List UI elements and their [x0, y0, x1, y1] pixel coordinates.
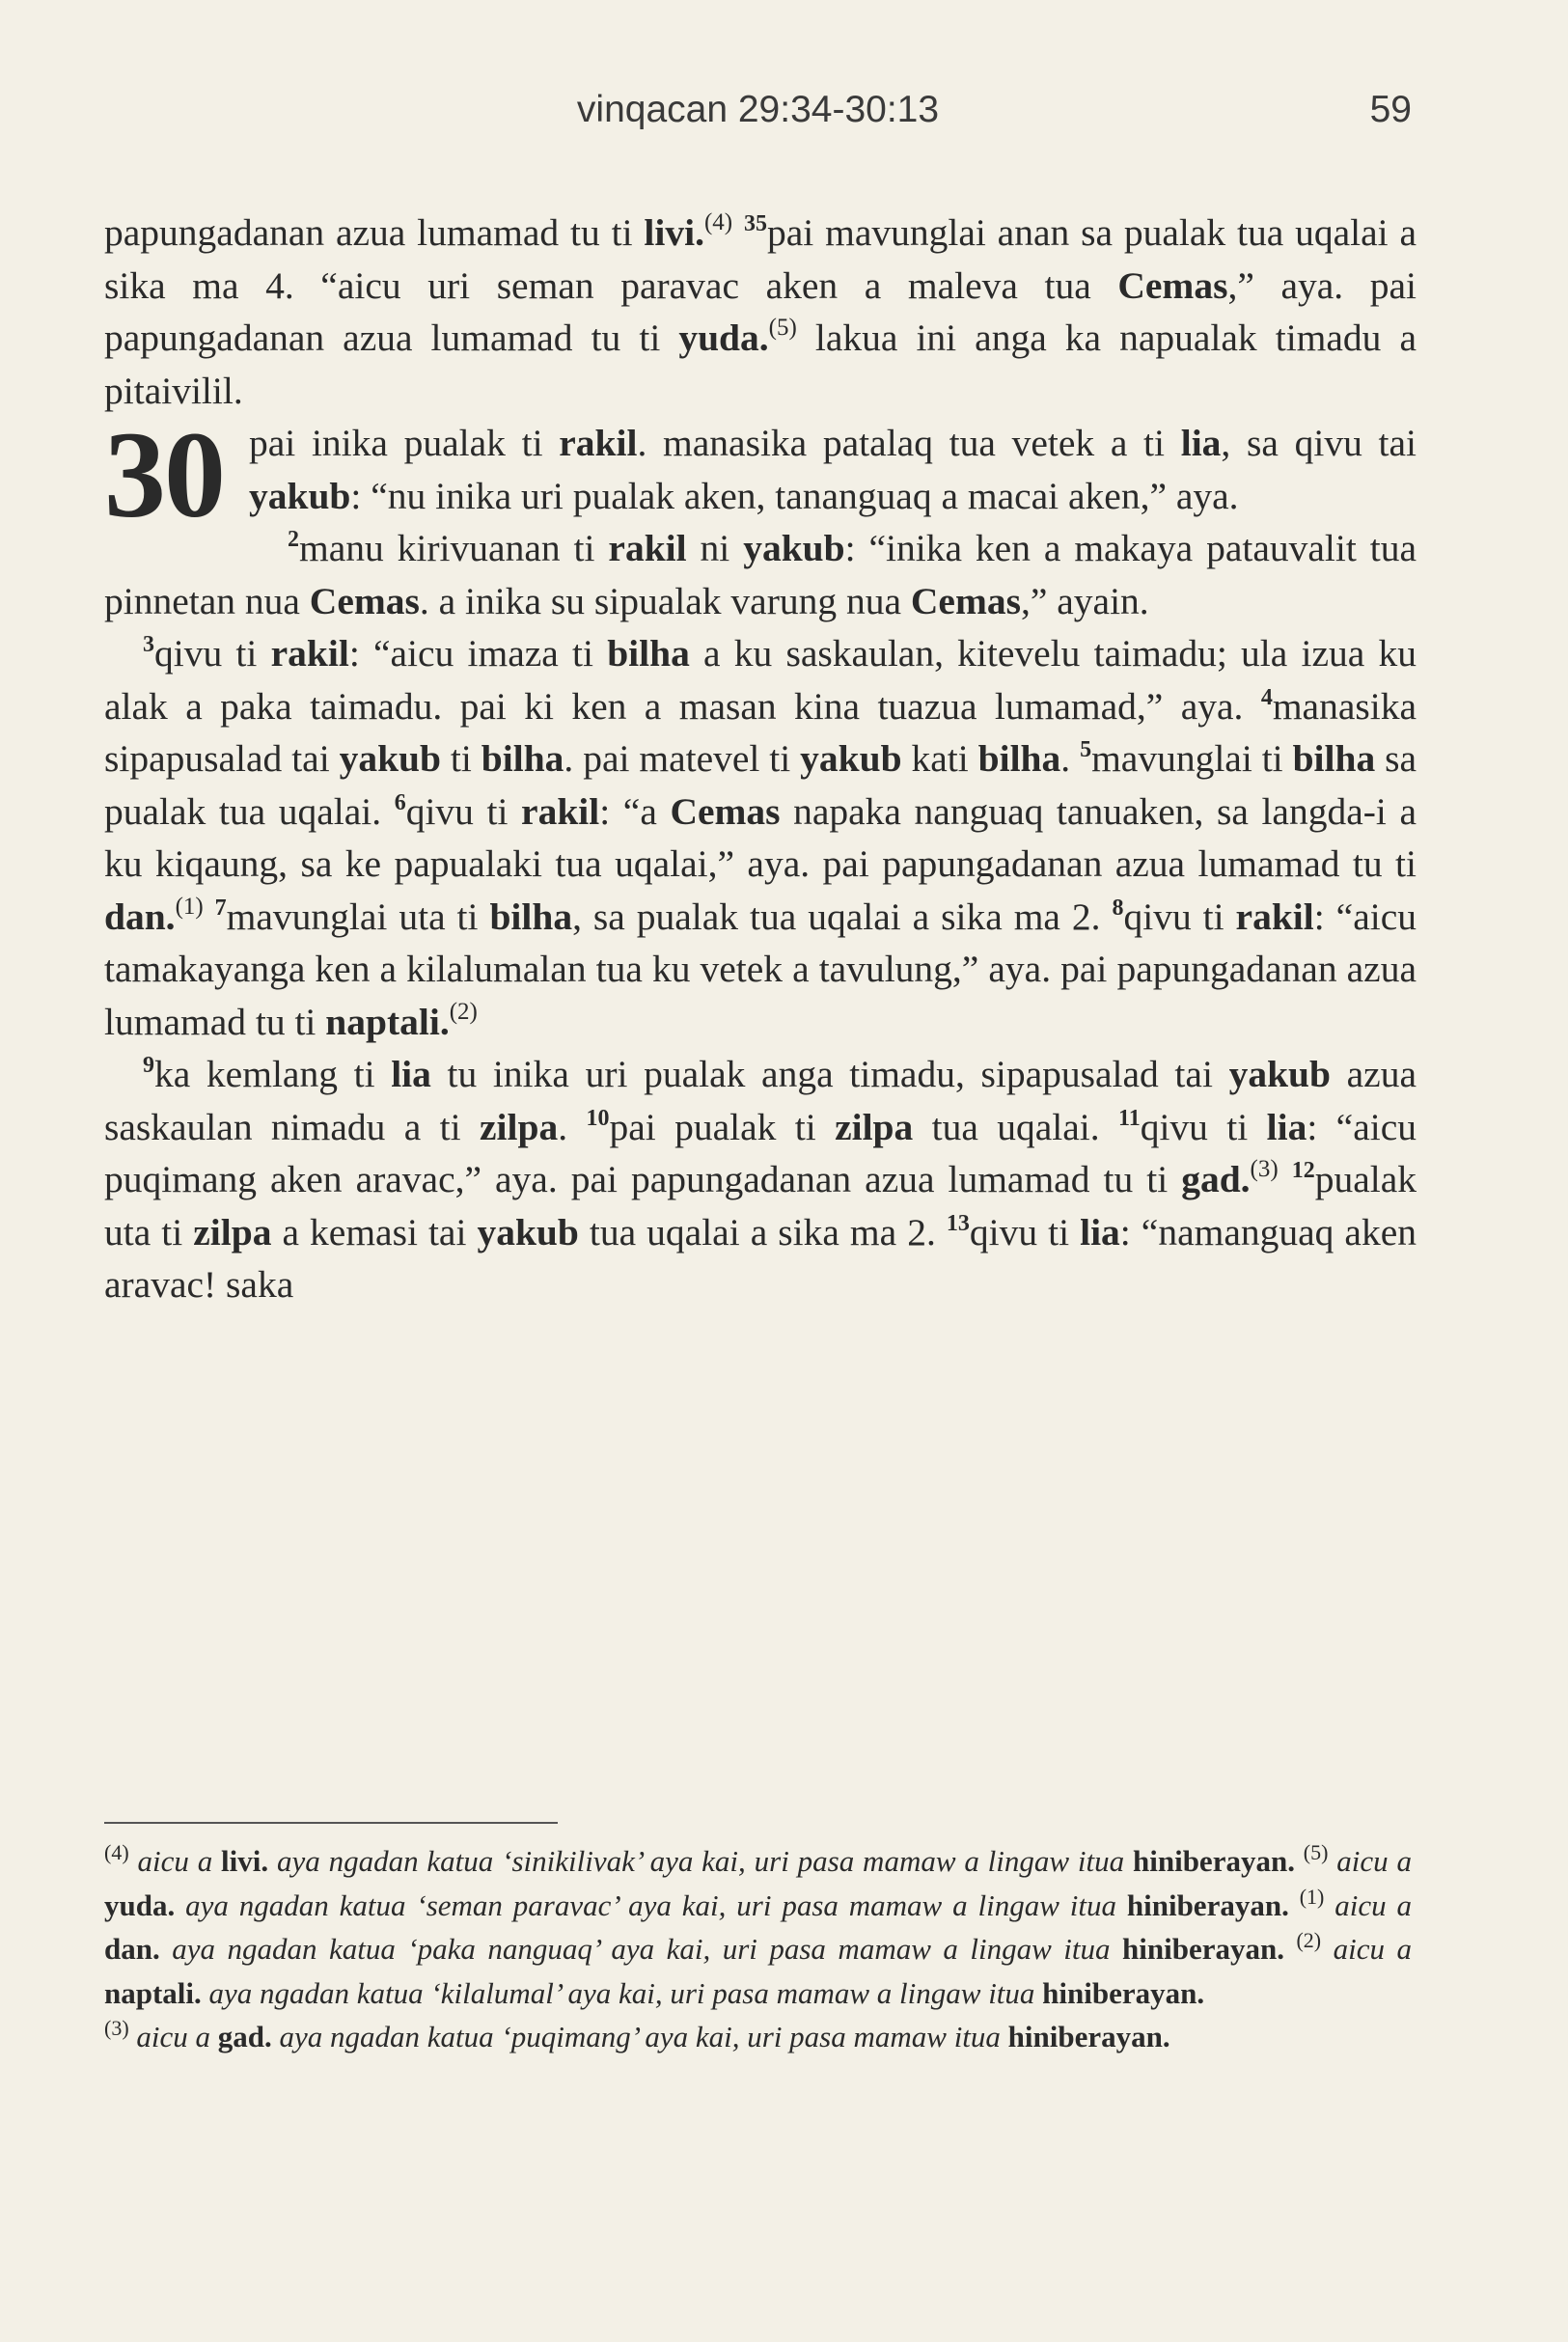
footnote-marker: (3) — [104, 2016, 129, 2040]
chapter-number: 30 — [104, 406, 224, 543]
verse-number: 2 — [288, 527, 299, 552]
footnote-ref: (4) — [703, 209, 733, 235]
verse-number: 9 — [143, 1053, 154, 1078]
verse-number: 11 — [1118, 1105, 1141, 1131]
verse-number: 10 — [586, 1105, 610, 1131]
verse-number: 4 — [1260, 684, 1273, 710]
verse-number: 7 — [214, 895, 227, 921]
verse-number: 8 — [1112, 895, 1124, 921]
footnote-ref: (5) — [768, 315, 797, 341]
paragraph-30-1: 30 pai inika pualak ti rakil. manasika patalaq tua vetek a ti lia, sa qivu tai yakub: “nu inika uri pualak aken, tananguaq a macai aken,” aya. — [104, 406, 1417, 543]
paragraph-30-9: $^9$ka kemlang ti lia tu inika uri pualak anga timadu, sipapusalad tai yakub azua saskaulan nimadu a ti zilpa. $^{10}$pai pualak ti zilpa tua uqalai. $^{11}$qivu ti lia: “aicu puqimang aken aravac,” aya. pai papungadanan azua lumamad tu ti gad.$^{(3)}$ $^{12}$pualak uta ti zilpa a kemasi tai yakub tua uqalai a sika ma 2. $^{13}$qivu ti lia: “namanguaq aken aravac! saka — [104, 1053, 1417, 1306]
verse-number: 13 — [946, 1210, 970, 1236]
footnotes: $^{(4)}$ aicu a livi. aya ngadan katua ‘sinikilivak’ aya kai, uri pasa mamaw a lingaw itua hiniberayan. $^{(5)}$ aicu a yuda. aya ngadan katua ‘seman paravac’ aya kai, uri pasa mamaw a lingaw itua hiniberayan. $^{(1)}$ aicu a dan. aya ngadan katua ‘paka nanguaq’ aya kai, uri pasa mamaw a lingaw itua hiniberayan. $^{(2)}$ aicu a naptali. aya ngadan katua ‘kilalumal’ aya kai, uri pasa mamaw a lingaw itua hiniberayan. $^{(3)}$ aicu a gad. aya ngadan katua ‘puqimang’ aya kai, uri pasa mamaw itua hiniberayan. — [104, 1840, 1413, 2053]
verse-number: 35 — [743, 211, 767, 236]
footnote-ref: (3) — [1250, 1156, 1279, 1182]
footnote-marker: (4) — [104, 1840, 129, 1864]
verse-number: 6 — [394, 789, 406, 815]
verse-number: 3 — [143, 632, 154, 657]
footnote-ref: (2) — [449, 998, 478, 1025]
scripture-text — [104, 207, 1417, 1311]
paragraph-29-34: papungadanan azua lumamad tu ti livi.$^{(4)}$ $^{35}$pai mavunglai anan sa pualak tua uqalai a sika ma 4. “aicu uri seman paravac aken a maleva tua Cemas,” aya. pai papungadanan azua lumamad tu ti yuda.$^{(5)}$ lakua ini anga ka napualak timadu a pitaivilil. — [104, 209, 1417, 412]
verse-number: 12 — [1291, 1158, 1315, 1183]
footnote-marker: (1) — [1299, 1884, 1325, 1909]
footnote-divider — [104, 1822, 558, 1824]
verse-number: 5 — [1080, 737, 1092, 762]
footnote-marker: (2) — [1296, 1928, 1322, 1952]
footnote-ref: (1) — [175, 893, 204, 920]
paragraph-30-3: $^3$qivu ti rakil: “aicu imaza ti bilha a ku saskaulan, kitevelu taimadu; ula izua ku alak a paka taimadu. pai ki ken a masan kina tuazua lumamad,” aya. $^4$manasika sipapusalad tai yakub ti bilha. pai matevel ti yakub kati bilha. $^5$mavunglai ti bilha sa pualak tua uqalai. $^6$qivu ti rakil: “a Cemas napaka nanguaq tanuaken, sa langda-i a ku kiqaung, sa ke papualaki tua uqalai,” aya. pai papungadanan azua lumamad tu ti dan.$^{(1)}$ $^7$mavunglai uta ti bilha, sa pualak tua uqalai a sika ma 2. $^8$qivu ti rakil: “aicu tamakayanga ken a kilalumalan tua ku vetek a tavulung,” aya. pai papungadanan azua lumamad tu ti naptali.$^{(2)}$ — [104, 632, 1417, 1043]
paragraph-30-2: $^2$manu kirivuanan ti rakil ni yakub: “inika ken a makaya patauvalit tua pinnetan nua Cemas. a inika su sipualak varung nua Cemas,” ayain. — [104, 527, 1417, 622]
running-title: vinqacan 29:34-30:13 — [576, 89, 940, 130]
running-header — [104, 89, 1412, 147]
page-number: 59 — [1369, 89, 1412, 130]
footnote-marker: (5) — [1303, 1840, 1329, 1864]
